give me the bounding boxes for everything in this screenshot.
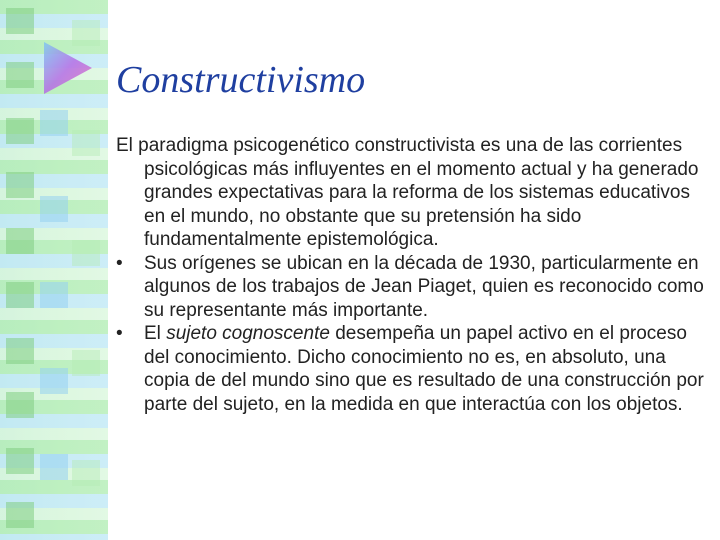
bullet-text-italic: sujeto cognoscente: [166, 323, 330, 344]
strip-block: [6, 502, 34, 528]
bullet-marker: •: [116, 252, 123, 274]
bullet-item-origins: [116, 252, 716, 323]
strip-block: [6, 392, 34, 418]
strip-block: [40, 454, 68, 480]
strip-block: [6, 282, 34, 308]
strip-block: [6, 8, 34, 34]
strip-block: [72, 460, 100, 486]
strip-block: [6, 338, 34, 364]
strip-block: [40, 282, 68, 308]
bullet-marker: •: [116, 323, 123, 344]
strip-block: [72, 240, 100, 266]
strip-block: [40, 110, 68, 136]
strip-block: [6, 448, 34, 474]
strip-block: [72, 130, 100, 156]
bullet-text-end: desempeña un papel activo en el proceso del conocimiento. Dicho conocimiento no es, en absoluto, una copia de del mundo sino que es resultado de una construcción por parte del sujeto, en la medida en que interactúa con los objetos.: [144, 323, 704, 415]
strip-block: [6, 62, 34, 88]
strip-block: [6, 172, 34, 198]
strip-block: [40, 196, 68, 222]
bullet-text-start: El: [144, 323, 167, 344]
bullet-text: Sus orígenes se ubican en la década de 1930, particularmente en algunos de los trabajos de Jean Piaget, quien es reconocido como su representante más importante.: [144, 252, 704, 321]
intro-paragraph: El paradigma psicogenético constructivista es una de las corrientes psicológicas más influyentes en el momento actual y ha generado grandes expectativas para la reforma de los sistemas educativos en el mundo, no obstante que su pretensión ha sido fundamentalmente epistemológica.: [116, 135, 699, 250]
strip-block: [40, 368, 68, 394]
strip-block: [6, 118, 34, 144]
strip-block: [6, 228, 34, 254]
play-triangle-icon: [40, 38, 96, 98]
bullet-item-sujeto: [116, 322, 716, 416]
slide-body: [116, 134, 716, 416]
slide-title: Constructivismo: [116, 59, 366, 101]
strip-block: [72, 350, 100, 376]
